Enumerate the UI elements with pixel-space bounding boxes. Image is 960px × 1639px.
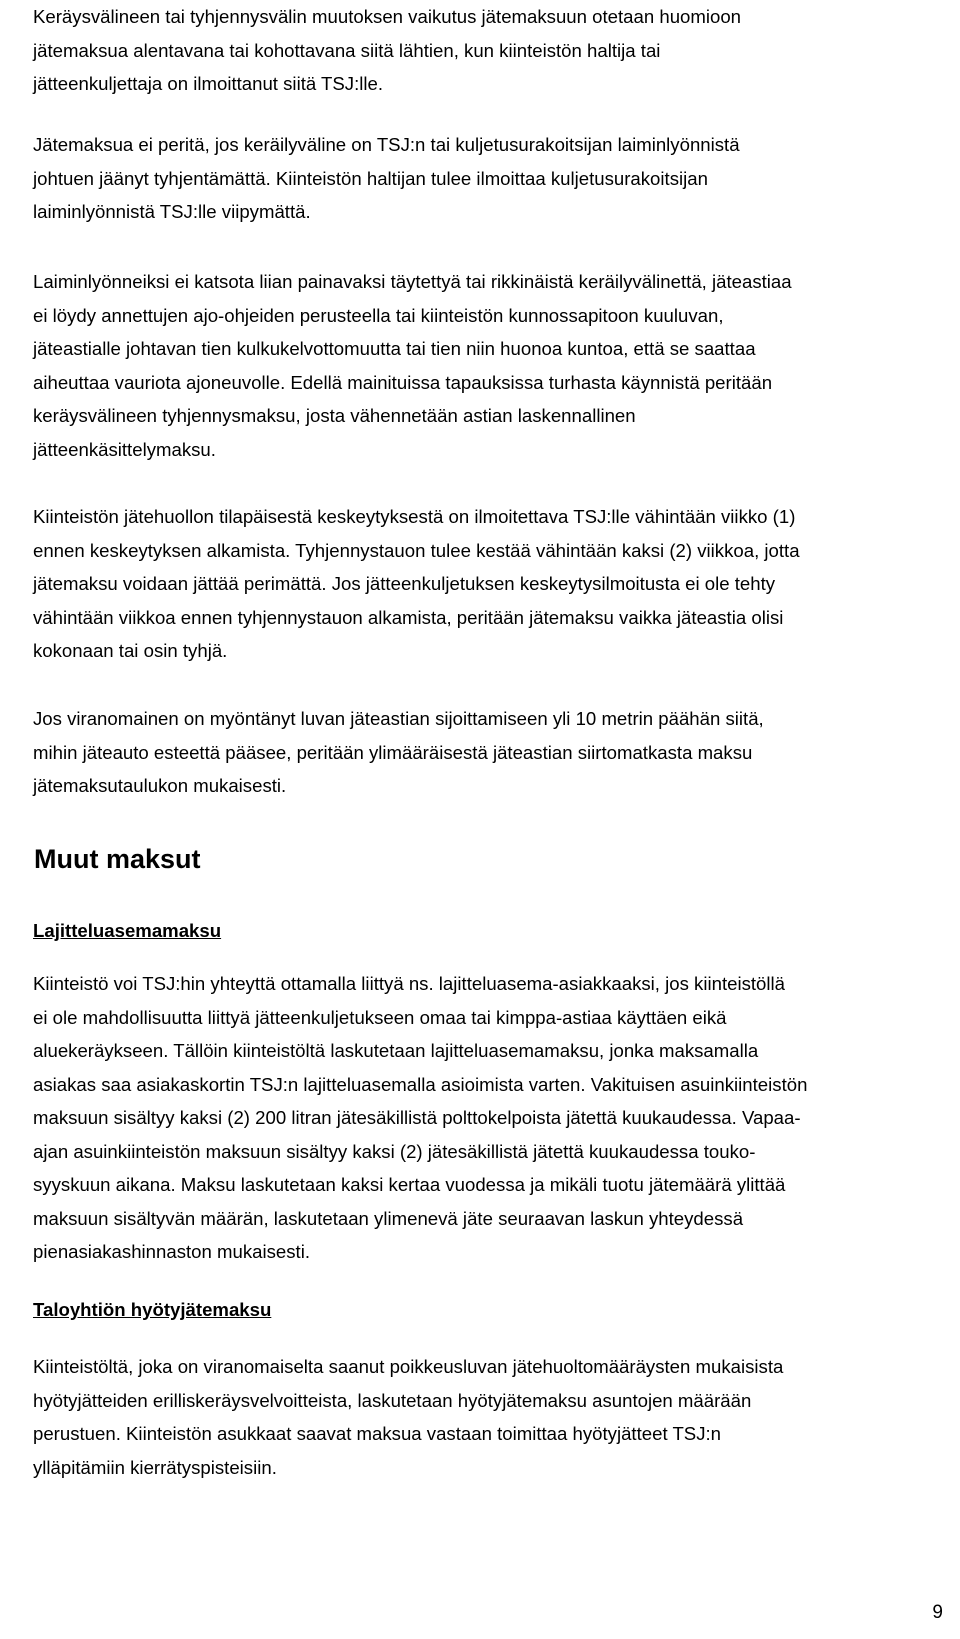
subheading-taloyhtion-hyotyjatemaksu: Taloyhtiön hyötyjätemaksu <box>33 1299 272 1320</box>
paragraph-temporary-suspension <box>33 500 933 668</box>
text-line: ylläpitämiin kierrätyspisteisiin. <box>33 1456 277 1478</box>
text-line: pienasiakashinnaston mukaisesti. <box>33 1241 310 1262</box>
text-line: Jätemaksua ei peritä, jos keräilyväline on TSJ:n tai kuljetusurakoitsijan laiminlyönnistä <box>33 134 740 155</box>
text-line: ennen keskeytyksen alkamista. Tyhjennystauon tulee kestää vähintään kaksi (2) viikkoa, jotta <box>33 539 800 561</box>
text-line: keräysvälineen tyhjennysmaksu, josta vähennetään astian laskennallinen <box>33 405 636 426</box>
text-line: asiakas saa asiakaskortin TSJ:n lajitteluasemalla asioimista varten. Vakituisen asuinkiinteistön <box>33 1073 808 1095</box>
text-line: aluekeräykseen. Tällöin kiinteistöltä laskutetaan lajitteluasemamaksu, jonka maksamalla <box>33 1040 759 1061</box>
text-line: Keräysvälineen tai tyhjennysvälin muutoksen vaikutus jätemaksuun otetaan huomioon <box>33 6 742 27</box>
text-line: aiheuttaa vauriota ajoneuvolle. Edellä mainituissa tapauksissa turhasta käynnistä peritään <box>33 371 773 393</box>
text-line: vähintään viikkoa ennen tyhjennystauon alkamista, peritään jätemaksu vaikka jäteastia olisi <box>33 606 784 628</box>
text-line: johtuen jäänyt tyhjentämättä. Kiinteistön haltijan tulee ilmoittaa kuljetusurakoitsijan <box>33 167 708 189</box>
subheading-lajitteluasemamaksu: Lajitteluasemamaksu <box>33 920 222 941</box>
paragraph-container-distance <box>33 702 933 803</box>
text-line: jätemaksua alentavana tai kohottavana siitä lähtien, kun kiinteistön haltija tai <box>33 39 661 61</box>
text-line: Kiinteistöltä, joka on viranomaiselta saanut poikkeusluvan jätehuoltomääräysten mukaisista <box>33 1356 784 1377</box>
text-line: jäteastialle johtavan tien kulkukelvottomuutta tai tien niin huonoa kuntoa, että se saattaa <box>33 338 756 359</box>
text-line: jätemaksu voidaan jättää perimättä. Jos jätteenkuljetuksen keskeytysilmoitusta ei ole tehty <box>33 573 776 594</box>
paragraph-waste-fee-changes <box>33 0 933 101</box>
text-line: Kiinteistö voi TSJ:hin yhteyttä ottamalla liittyä ns. lajitteluasema-asiakkaaksi, jos kiinteistöllä <box>33 973 786 994</box>
text-line: ajan asuinkiinteistön maksuun sisältyy kaksi (2) jätesäkillistä jätettä kuukaudessa touko- <box>33 1140 756 1162</box>
page-number: 9 <box>932 1602 943 1623</box>
text-line: Kiinteistön jätehuollon tilapäisestä keskeytyksestä on ilmoitettava TSJ:lle vähintään viikko (1) <box>33 506 796 527</box>
text-line: Laiminlyönneiksi ei katsota liian painavaksi täytettyä tai rikkinäistä keräilyvälinettä, jäteastiaa <box>33 271 792 292</box>
text-line: jätteenkäsittelymaksu. <box>33 438 216 460</box>
text-line: jätteenkuljettaja on ilmoittanut siitä TSJ:lle. <box>33 73 384 94</box>
text-line: syyskuun aikana. Maksu laskutetaan kaksi kertaa vuodessa ja mikäli tuotu jätemäärä ylittää <box>33 1174 786 1195</box>
paragraph-sorting-station-fee <box>33 967 933 1269</box>
text-line: maksuun sisältyvän määrän, laskutetaan ylimenevä jäte seuraavan laskun yhteydessä <box>33 1207 744 1229</box>
text-line: laiminlyönnistä TSJ:lle viipymättä. <box>33 201 311 222</box>
section-heading-muut-maksut: Muut maksut <box>34 844 201 874</box>
text-line: kokonaan tai osin tyhjä. <box>33 640 228 661</box>
paragraph-recyclable-waste-fee <box>33 1350 933 1484</box>
text-line: Jos viranomainen on myöntänyt luvan jäteastian sijoittamiseen yli 10 metrin päähän siitä, <box>33 708 764 729</box>
paragraph-missed-emptying <box>33 128 933 229</box>
text-line: perustuen. Kiinteistön asukkaat saavat maksua vastaan toimittaa hyötyjätteet TSJ:n <box>33 1423 722 1444</box>
text-line: mihin jäteauto esteettä pääsee, peritään ylimääräisestä jäteastian siirtomatkasta maksu <box>33 741 753 763</box>
text-line: maksuun sisältyy kaksi (2) 200 litran jätesäkillistä polttokelpoista jätettä kuukaudessa. Vapaa- <box>33 1107 801 1128</box>
text-line: ei ole mahdollisuutta liittyä jätteenkuljetukseen omaa tai kimppa-astiaa käyttäen eikä <box>33 1006 727 1028</box>
text-line: hyötyjätteiden erilliskeräysvelvoitteista, laskutetaan hyötyjätemaksu asuntojen määrään <box>33 1389 752 1411</box>
text-line: jätemaksutaulukon mukaisesti. <box>33 775 287 796</box>
text-line: ei löydy annettujen ajo-ohjeiden perusteella tai kiinteistön kunnossapitoon kuuluvan, <box>33 304 724 326</box>
paragraph-negligence <box>33 265 933 466</box>
